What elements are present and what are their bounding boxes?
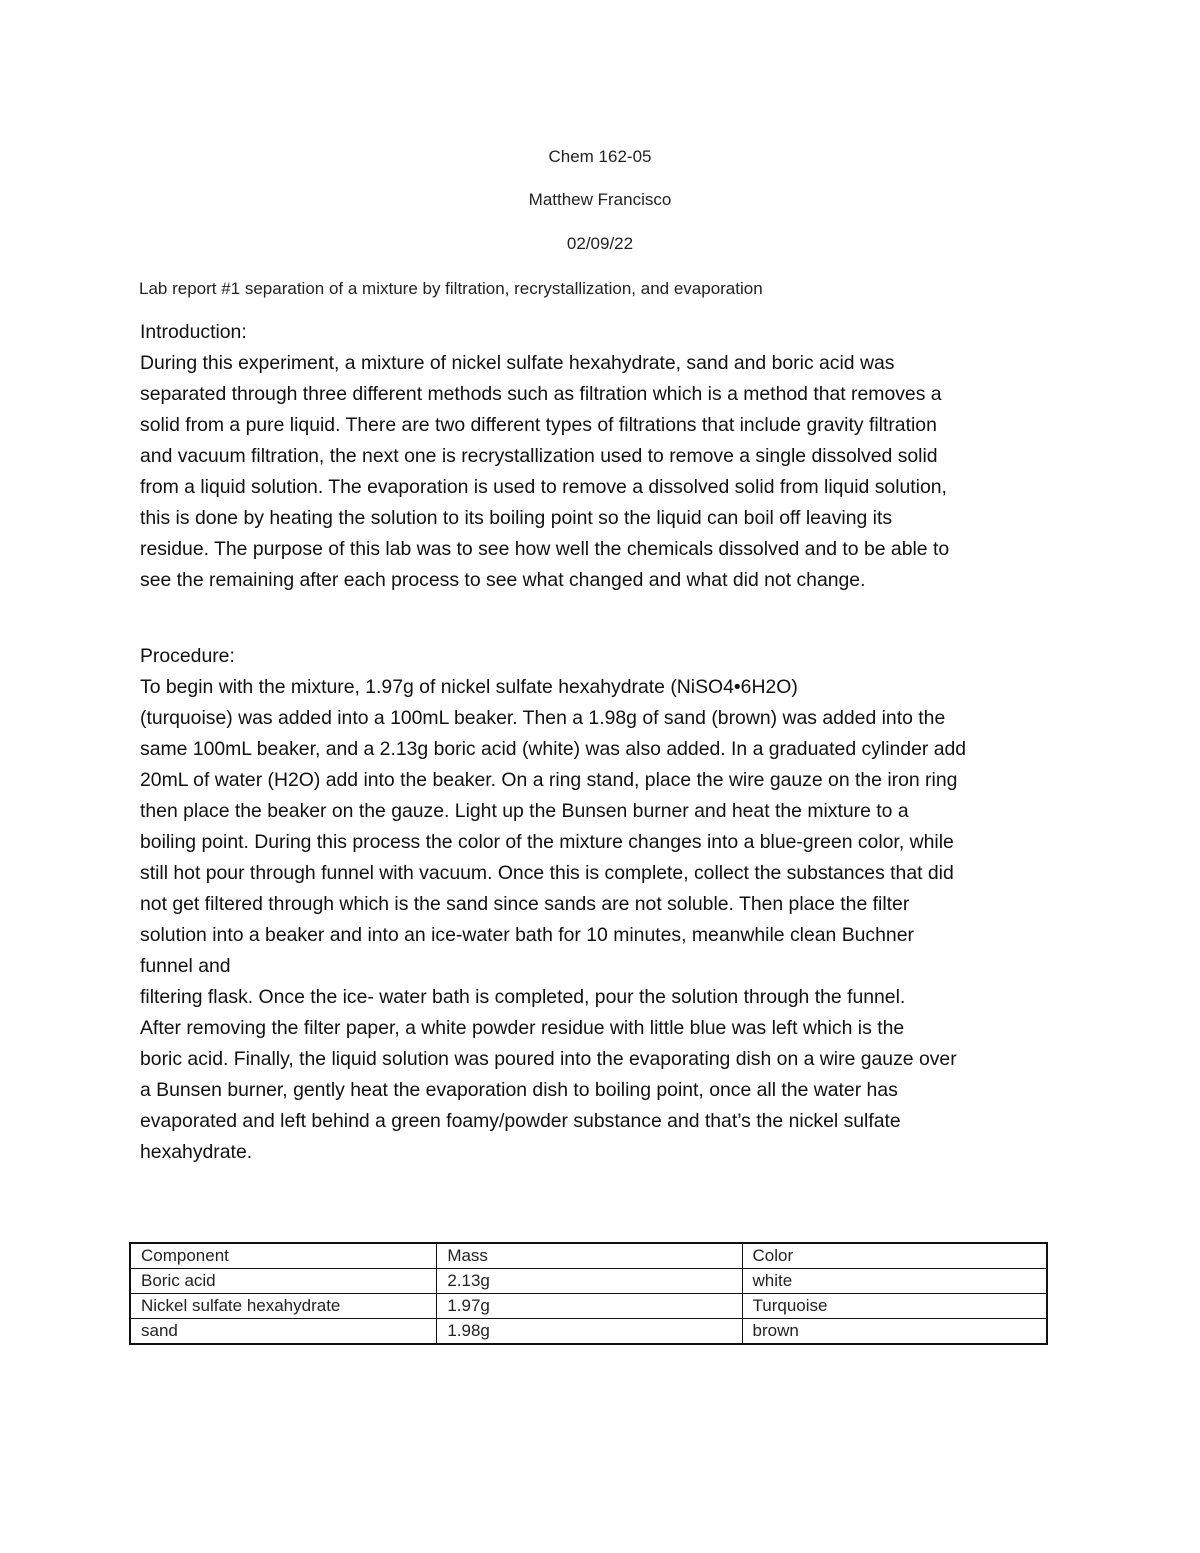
table-row: [130, 1269, 1047, 1294]
introduction-line: from a liquid solution. The evaporation is used to remove a dissolved solid from liquid solution,: [140, 476, 947, 498]
table-header-cell: Mass: [437, 1243, 742, 1269]
date-line: 02/09/22: [566, 234, 634, 253]
procedure-heading: Procedure:: [140, 645, 235, 667]
introduction-line: residue. The purpose of this lab was to see how well the chemicals dissolved and to be able to: [140, 538, 950, 560]
introduction-section: [140, 317, 1070, 596]
table-header-row: [130, 1243, 1047, 1269]
table-cell: 1.97g: [437, 1294, 742, 1319]
introduction-line: solid from a pure liquid. There are two different types of filtrations that include gravity filtration: [140, 414, 937, 436]
procedure-line: still hot pour through funnel with vacuum. Once this is complete, collect the substances that did: [140, 862, 954, 884]
table-cell: 2.13g: [437, 1269, 742, 1294]
table-row: [130, 1319, 1047, 1345]
procedure-line: 20mL of water (H2O) add into the beaker. On a ring stand, place the wire gauze on the iron ring: [140, 769, 958, 791]
procedure-line: same 100mL beaker, and a 2.13g boric acid (white) was also added. In a graduated cylinder add: [140, 738, 967, 760]
introduction-heading: Introduction:: [140, 321, 247, 343]
procedure-line: not get filtered through which is the sand since sands are not soluble. Then place the filter: [140, 893, 910, 915]
procedure-line: evaporated and left behind a green foamy/powder substance and that’s the nickel sulfate: [140, 1110, 901, 1132]
report-title: Lab report #1 separation of a mixture by filtration, recrystallization, and evaporation: [139, 279, 763, 298]
table-row: [130, 1294, 1047, 1319]
procedure-section: [140, 641, 1070, 1168]
procedure-line: After removing the filter paper, a white powder residue with little blue was left which is the: [140, 1017, 905, 1039]
procedure-line: funnel and: [140, 955, 231, 977]
course-line: Chem 162-05: [548, 147, 652, 166]
table-cell: 1.98g: [437, 1319, 742, 1345]
table-cell: Turquoise: [742, 1294, 1047, 1319]
table-header-cell: Component: [130, 1243, 437, 1269]
introduction-line: separated through three different methods such as filtration which is a method that removes a: [140, 383, 942, 405]
results-table: [129, 1242, 1048, 1345]
procedure-line: boiling point. During this process the color of the mixture changes into a blue-green color, while: [140, 831, 954, 853]
table-cell: brown: [742, 1319, 1047, 1345]
introduction-line: see the remaining after each process to see what changed and what did not change.: [140, 569, 866, 591]
introduction-line: During this experiment, a mixture of nickel sulfate hexahydrate, sand and boric acid was: [140, 352, 895, 374]
table-cell: Nickel sulfate hexahydrate: [130, 1294, 437, 1319]
table-cell: white: [742, 1269, 1047, 1294]
introduction-line: and vacuum filtration, the next one is recrystallization used to remove a single dissolved solid: [140, 445, 938, 467]
table-cell: Boric acid: [130, 1269, 437, 1294]
procedure-line: a Bunsen burner, gently heat the evaporation dish to boiling point, once all the water has: [140, 1079, 898, 1101]
procedure-line: then place the beaker on the gauze. Light up the Bunsen burner and heat the mixture to a: [140, 800, 909, 822]
table-header-cell: Color: [742, 1243, 1047, 1269]
table-cell: sand: [130, 1319, 437, 1345]
procedure-line: hexahydrate.: [140, 1141, 253, 1163]
introduction-line: this is done by heating the solution to its boiling point so the liquid can boil off leaving its: [140, 507, 893, 529]
procedure-line: To begin with the mixture, 1.97g of nickel sulfate hexahydrate (NiSO4•6H2O): [140, 676, 798, 698]
procedure-line: filtering flask. Once the ice- water bath is completed, pour the solution through the funnel.: [140, 986, 906, 1008]
procedure-line: (turquoise) was added into a 100mL beaker. Then a 1.98g of sand (brown) was added into the: [140, 707, 946, 729]
procedure-line: boric acid. Finally, the liquid solution was poured into the evaporating dish on a wire gauze over: [140, 1048, 957, 1070]
author-line: Matthew Francisco: [528, 190, 672, 209]
procedure-line: solution into a beaker and into an ice-water bath for 10 minutes, meanwhile clean Buchner: [140, 924, 914, 946]
